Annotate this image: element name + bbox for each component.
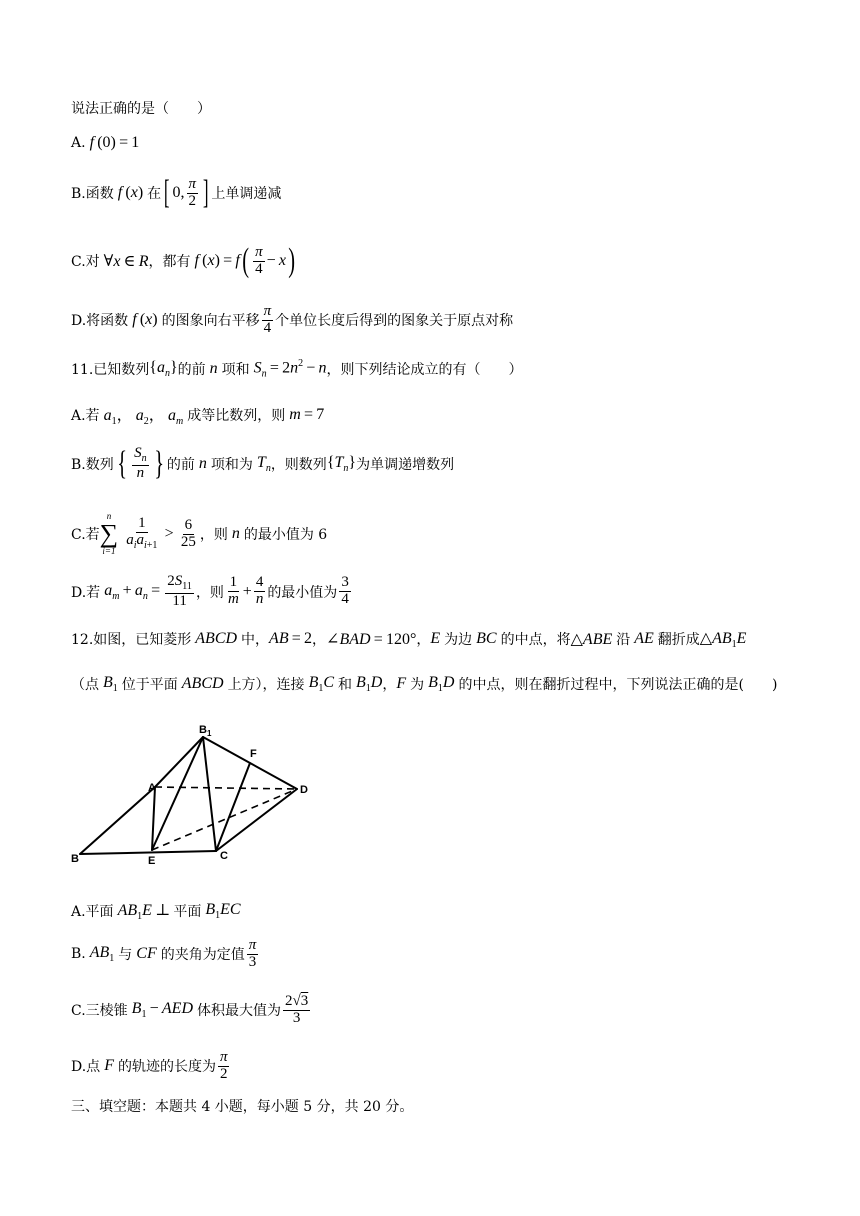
q12-option-b: B. $AB_1$ 与 CF 的夹角为定值 $\frac{\pi}{3}$ [71, 937, 257, 970]
q11-option-b: B.数列 { $\frac{S_n}{n}$ } 的前 n 项和为 $T_n$ ，则数列 $\{T_n\}$ 为单调递增数列 [71, 444, 455, 482]
q11-option-a: A.若 $a_1$， $a_2$， $a_m$ 成等比数列，则 m = 7 [71, 405, 325, 428]
edge-AE [152, 787, 155, 850]
edge-B1E [152, 737, 203, 850]
edge-BC [80, 851, 216, 854]
q12-option-c: C.三棱锥 $B_1$ − AED 体积最大值为 $\frac{2√3}{3}$ [71, 993, 309, 1026]
label-B: B [71, 853, 79, 865]
label-E: E [148, 855, 156, 867]
q12-option-a: A.平面 $AB_1E$ ⊥ 平面 $B_1EC$ [71, 901, 241, 923]
edge-BA [80, 787, 155, 854]
edge-B1C [203, 737, 216, 851]
q11-option-d: D.若 $a_m + a_n$ = $\frac{2S_{11}}{11}$ ，则 $\frac{1}{m}$ + $\frac{4}{n}$ 的最小值为 $\frac{3}{4}$ [71, 573, 349, 609]
q11-option-c: C.若 n ∑ i=1 $\frac{1}{a_ia_{i+1}}$ > $\frac{6}{25}$ ，则 n 的最小值为 6 [71, 511, 328, 556]
label-D: D [300, 784, 308, 796]
q10-option-a: A. f (0) = 1 [71, 134, 140, 151]
edge-B1A [155, 737, 203, 787]
q12-option-d: D.点 F 的轨迹的长度为 $\frac{\pi}{2}$ [71, 1049, 228, 1082]
rhombus-fold-figure [70, 720, 320, 870]
q10-stem-tail: 说法正确的是（ ） [71, 101, 211, 117]
edge-ED-hidden [152, 789, 297, 850]
q10-option-c: C.对 ∀x ∈ R ，都有 f (x) = f ( $\frac{\pi}{4}$ − x ) [71, 242, 296, 279]
q10-option-d: D.将函数 f (x) 的图象向右平移 $\frac{\pi}{4}$ 个单位长度后得到的图象关于原点对称 [71, 303, 514, 336]
q11-stem: 11.已知数列 $\{a_n\}$ 的前 n 项和 $S_n = 2n^2 - n$ ，则下列结论成立的有（ ） [71, 358, 523, 380]
label-A: A [148, 782, 156, 794]
section-3-heading: 三、填空题：本题共 4 小题，每小题 5 分，共 20 分。 [71, 1099, 414, 1115]
label-C: C [220, 850, 228, 862]
q10-option-b: B.函数 f (x) 在 [ 0, $\frac{\pi}{2}$ ] 上单调递减 [71, 174, 282, 211]
label-F: F [250, 748, 257, 760]
label-B1: $B_1$ [199, 724, 212, 738]
q12-stem-line2: （点 $B_1$ 位于平面 ABCD 上方），连接 $B_1C$ 和 $B_1D$ ， F 为 $B_1D$ 的中点，则在翻折过程中，下列说法正确的是( ) [71, 674, 778, 695]
edge-AD-hidden [155, 787, 297, 789]
q12-stem-line1: 12.如图，已知菱形 ABCD 中， AB = 2 ， ∠BAD = 120° ， E 为边 BC 的中点，将 △ABE 沿 AE 翻折成 $\triangle AB_1E$ [71, 630, 747, 651]
